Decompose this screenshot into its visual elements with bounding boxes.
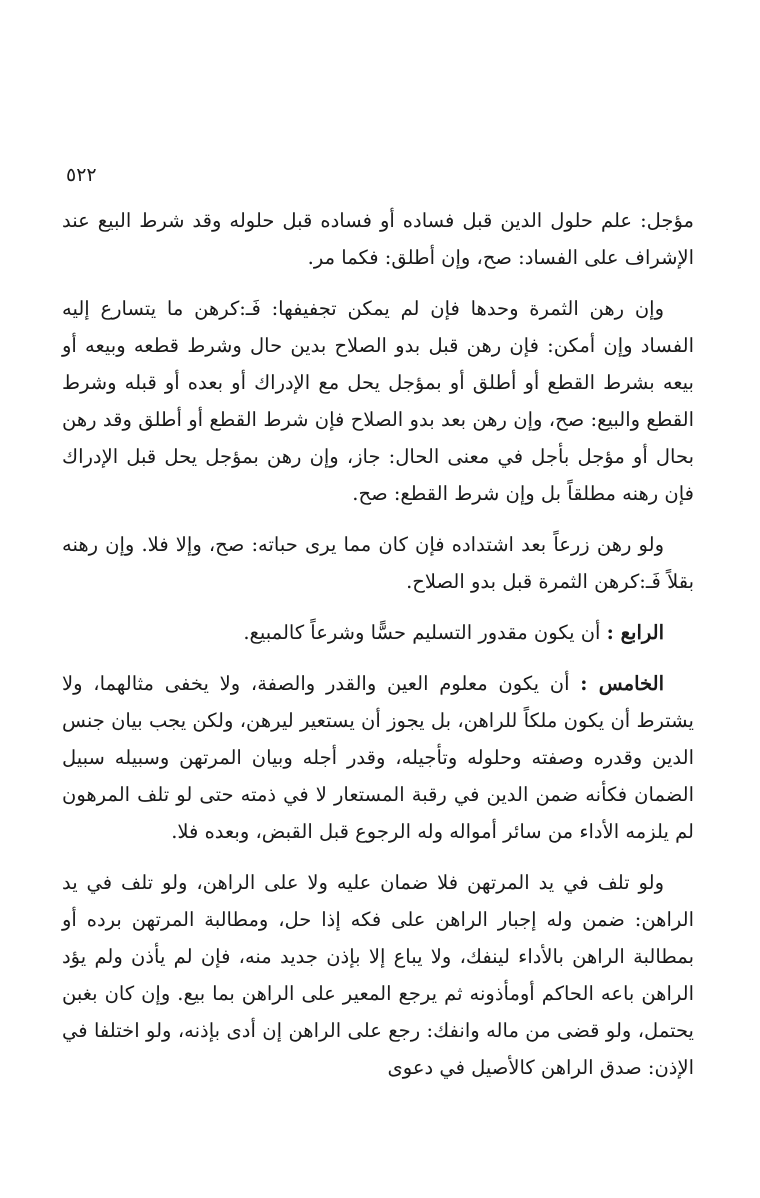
paragraph-text: أن يكون مقدور التسليم حسًّا وشرعاً كالمبيع.: [243, 621, 607, 644]
page-number: ٥٢٢: [66, 164, 97, 186]
paragraph: [62, 614, 694, 651]
paragraph: [62, 665, 694, 850]
paragraph-text: أن يكون معلوم العين والقدر والصفة، ولا يخفى مثالهما، ولا يشترط أن يكون ملكاً للراهن، بل يجوز أن يستعير ليرهن، ولكن يجب بيان جنس الدين وقدره وصفته وحلوله وتأجيله، وقدر أجله وبيان المرتهن وسبيله سبيل الضمان فكأنه ضمن الدين في رقبة المستعار لا في ذمته حتى لو تلف المرهون لم يلزمه الأداء من سائر أمواله وله الرجوع قبل القبض، وبعده فلا.: [62, 672, 694, 843]
paragraph: [62, 864, 694, 1086]
page-body: [62, 202, 694, 1100]
paragraph-text: وإن رهن الثمرة وحدها فإن لم يمكن تجفيفها: فَـ:كرهن ما يتسارع إليه الفساد وإن أمكن: فإن رهن قبل بدو الصلاح بدين حال وشرط قطعه وبيعه أو بيعه بشرط القطع أو أطلق أو بمؤجل يحل مع الإدراك أو بعده أو قبله وشرط القطع والبيع: صح، وإن رهن بعد بدو الصلاح فإن شرط القطع أو أطلق وقد رهن بحال أو مؤجل بأجل في معنى الحال: جاز، وإن رهن بمؤجل يحل قبل الإدراك فإن رهنه مطلقاً بل وإن شرط القطع: صح.: [62, 297, 694, 505]
paragraph: [62, 526, 694, 600]
paragraph-text: مؤجل: علم حلول الدين قبل فساده أو فساده قبل حلوله وقد شرط البيع عند الإشراف على الفساد: صح، وإن أطلق: فكما مر.: [62, 209, 694, 269]
section-heading: الخامس :: [580, 672, 664, 695]
paragraph-text: ولو تلف في يد المرتهن فلا ضمان عليه ولا على الراهن، ولو تلف في يد الراهن: ضمن وله إجبار الراهن على فكه إذا حل، ومطالبة المرتهن برده أو بمطالبة الراهن بالأداء لينفك، ولا يباع إلا بإذن جديد منه، فإن لم يأذن ولم يؤد الراهن باعه الحاكم أومأذونه ثم يرجع المعير على الراهن بما بيع. وإن كان بغبن يحتمل، ولو قضى من ماله وانفك: رجع على الراهن إن أدى بإذنه، ولو اختلفا في الإذن: صدق الراهن كالأصيل في دعوى: [62, 871, 694, 1079]
paragraph: [62, 290, 694, 512]
paragraph-text: ولو رهن زرعاً بعد اشتداده فإن كان مما يرى حباته: صح، وإلا فلا. وإن رهنه بقلاً فَـ:كرهن الثمرة قبل بدو الصلاح.: [62, 533, 694, 593]
paragraph: [62, 202, 694, 276]
section-heading: الرابع :: [606, 621, 664, 644]
